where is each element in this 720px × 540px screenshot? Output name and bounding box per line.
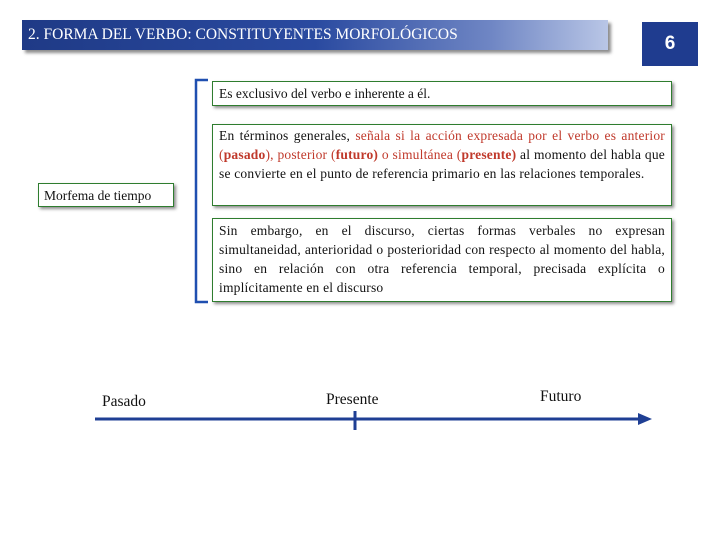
general-text-4: ), posterior ( bbox=[265, 147, 336, 162]
timeline-label-presente: Presente bbox=[326, 391, 379, 408]
discourse-text: Sin embargo, en el discurso, ciertas formas verbales no expresan simultaneidad, anterioridad o posterioridad con respecto al momento del habla, sino en relación con otra referencia temporal, precisada explícita o implícitamente en el discurso bbox=[219, 223, 665, 295]
general-text-8: al momento del habla que se convierte en el punto de referencia primario en las relaciones temporales. bbox=[219, 147, 666, 181]
page-number: 6 bbox=[642, 22, 698, 66]
pasado-term: pasado bbox=[223, 147, 266, 162]
definition-text: Es exclusivo del verbo e inherente a él. bbox=[219, 86, 431, 101]
presente-term: presente) bbox=[461, 147, 517, 162]
general-text-2: señala si la acción expresada por el verbo es anterior ( bbox=[219, 128, 665, 162]
morfema-label: Morfema de tiempo bbox=[44, 188, 152, 203]
general-text-1: En términos generales, bbox=[219, 128, 356, 143]
timeline-arrow-icon bbox=[638, 413, 652, 425]
general-text-6: o simultánea ( bbox=[378, 147, 462, 162]
slide-title: 2. FORMA DEL VERBO: CONSTITUYENTES MORFOLÓGICOS bbox=[22, 20, 608, 50]
timeline-label-futuro: Futuro bbox=[540, 388, 582, 405]
futuro-term: futuro) bbox=[335, 147, 379, 162]
timeline-label-pasado: Pasado bbox=[102, 393, 146, 410]
